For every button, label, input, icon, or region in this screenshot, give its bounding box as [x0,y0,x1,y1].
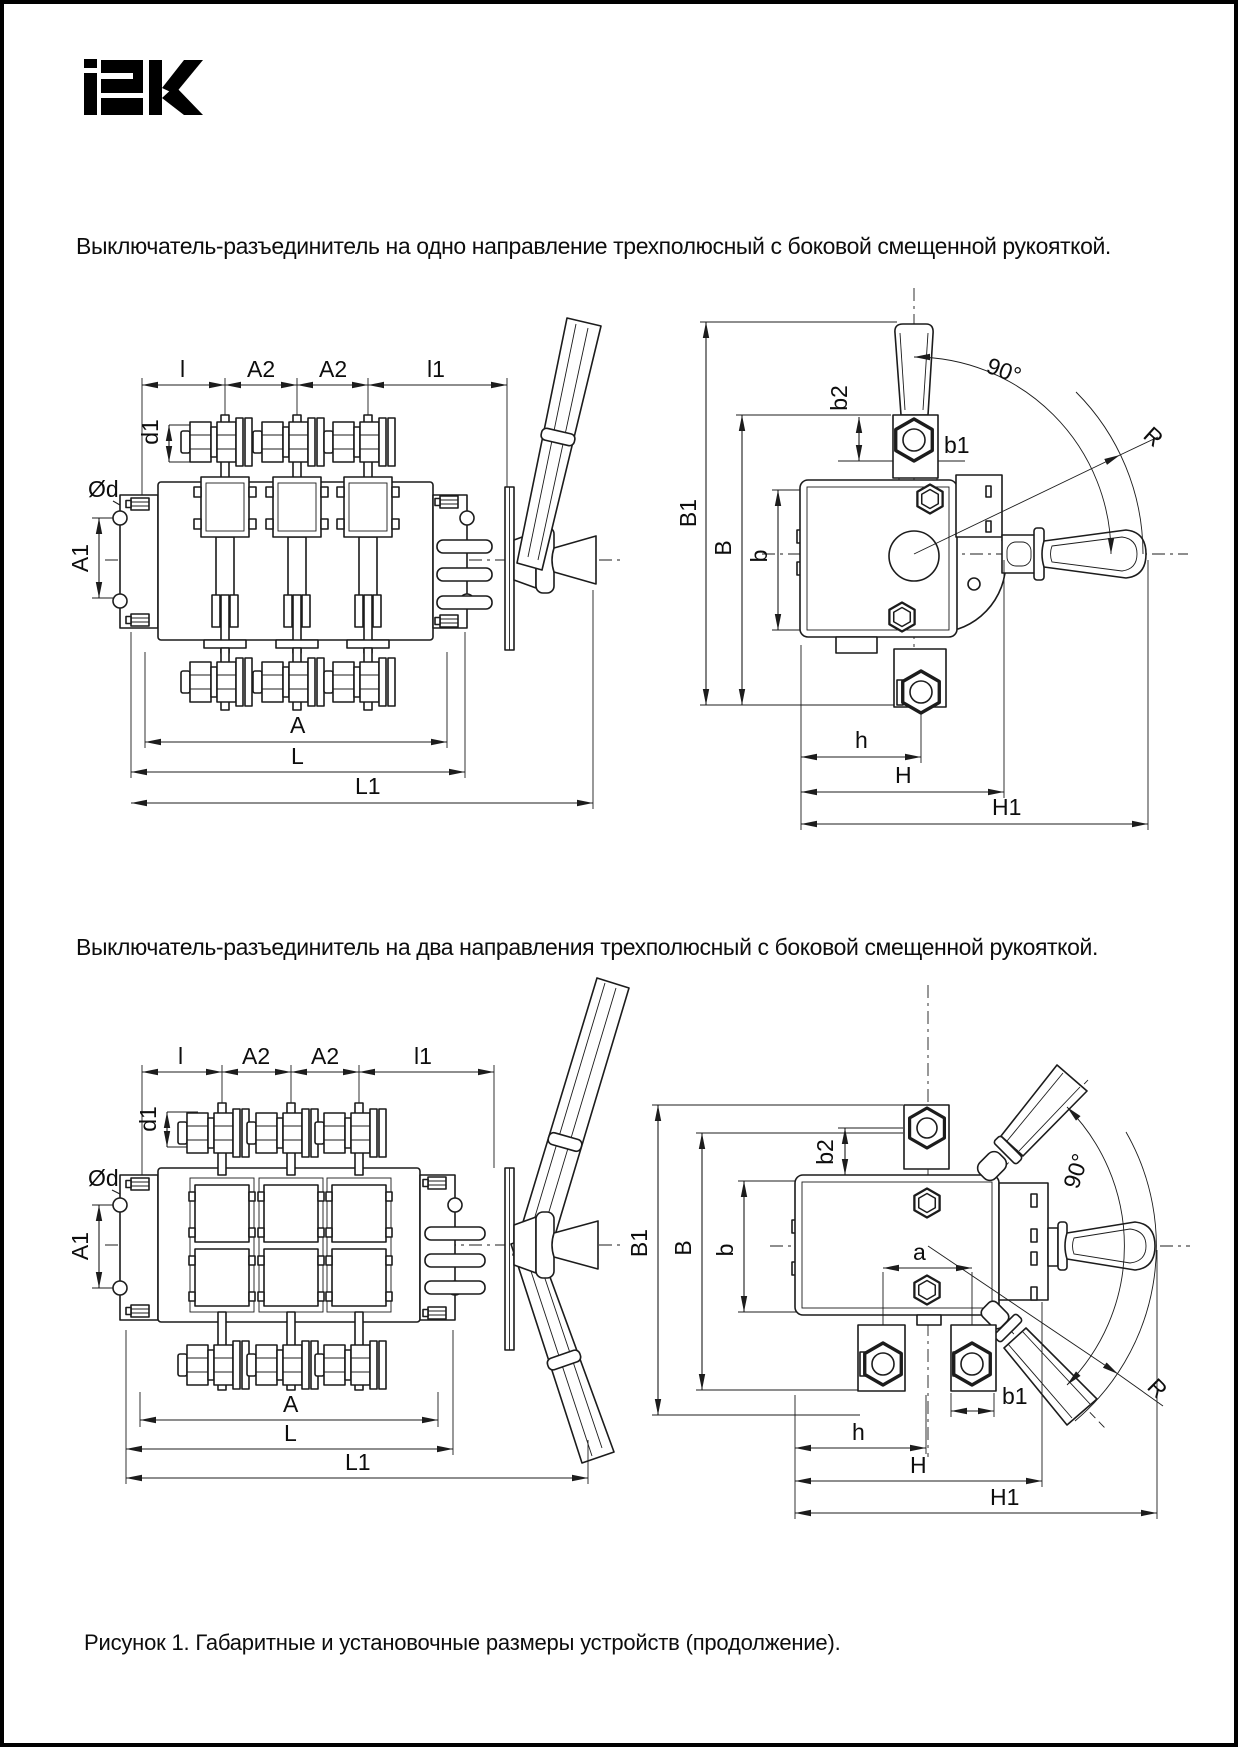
dim-A2: A2 [247,356,276,382]
dim-R: R [1138,421,1169,452]
dim-A2: A2 [319,356,348,382]
dim-B: B [710,540,736,556]
dim-A2: A2 [311,1043,340,1069]
dim-Od: Ød [88,476,119,502]
dim-h: h [852,1419,865,1445]
dim-a: a [913,1239,926,1265]
front-view-one-direction [60,270,620,830]
dim-H: H [895,762,912,788]
side-view-one-direction [630,270,1190,835]
figure-caption: Рисунок 1. Габаритные и установочные размеры устройств (продолжение). [84,1630,841,1655]
iek-logo [83,57,207,117]
dim-B1: B1 [626,1228,652,1258]
dim-A1: A1 [67,543,93,573]
dim-L: L [284,1420,297,1446]
dimension-b [712,1181,797,1312]
dim-b: b [712,1243,738,1257]
body-side [792,1175,999,1325]
dim-A: A [290,712,306,738]
dim-d1: d1 [135,1106,161,1132]
dim-H1: H1 [990,1484,1020,1510]
dim-h: h [855,727,868,753]
dim-L: L [291,743,304,769]
dim-b2: b2 [826,385,852,411]
dimension-b2 [812,1128,903,1175]
dimension-A1 [67,1205,128,1288]
mechanism-plate [999,1183,1048,1300]
dimension-b [746,490,802,630]
dim-l: l [178,1043,184,1069]
dim-Od: Ød [88,1165,119,1191]
dim-l1: l1 [427,356,445,382]
dim-b: b [746,549,772,563]
dim-b1: b1 [944,432,970,458]
dim-l: l [180,356,186,382]
dim-B1: B1 [675,498,701,528]
dim-angle: 90° [1058,1150,1094,1192]
dim-R: R [1142,1373,1173,1404]
dim-L1: L1 [355,773,381,799]
dim-angle: 90° [983,352,1025,389]
handle-mechanism [505,318,601,650]
dim-A: A [283,1391,299,1417]
terminal-block-top [904,1105,949,1169]
dim-d1: d1 [137,419,163,445]
dim-l1: l1 [414,1043,432,1069]
dim-L1: L1 [345,1449,371,1475]
side-view-two-directions [626,960,1190,1535]
section2-title: Выключатель-разъединитель на два направления трехполюсный с боковой смещенной рукояткой. [76,934,1098,960]
dim-A1: A1 [67,1231,93,1261]
vertical-handle [895,324,933,415]
dim-A2: A2 [242,1043,271,1069]
section1-title: Выключатель-разъединитель на одно направление трехполюсный с боковой смещенной рукояткой. [76,233,1111,259]
dim-B: B [670,1240,696,1256]
dim-H: H [910,1452,927,1478]
dim-b2: b2 [812,1139,838,1165]
dim-H1: H1 [992,794,1022,820]
terminal-block-top [893,415,938,490]
handle-horizontal-position [1048,1222,1155,1270]
dim-b1: b1 [1002,1383,1028,1409]
horizontal-handle [1002,528,1146,580]
body-side [797,480,957,637]
bottom-brackets [858,1325,996,1391]
handle-mechanism [505,978,629,1463]
front-view-two-directions [60,950,620,1510]
